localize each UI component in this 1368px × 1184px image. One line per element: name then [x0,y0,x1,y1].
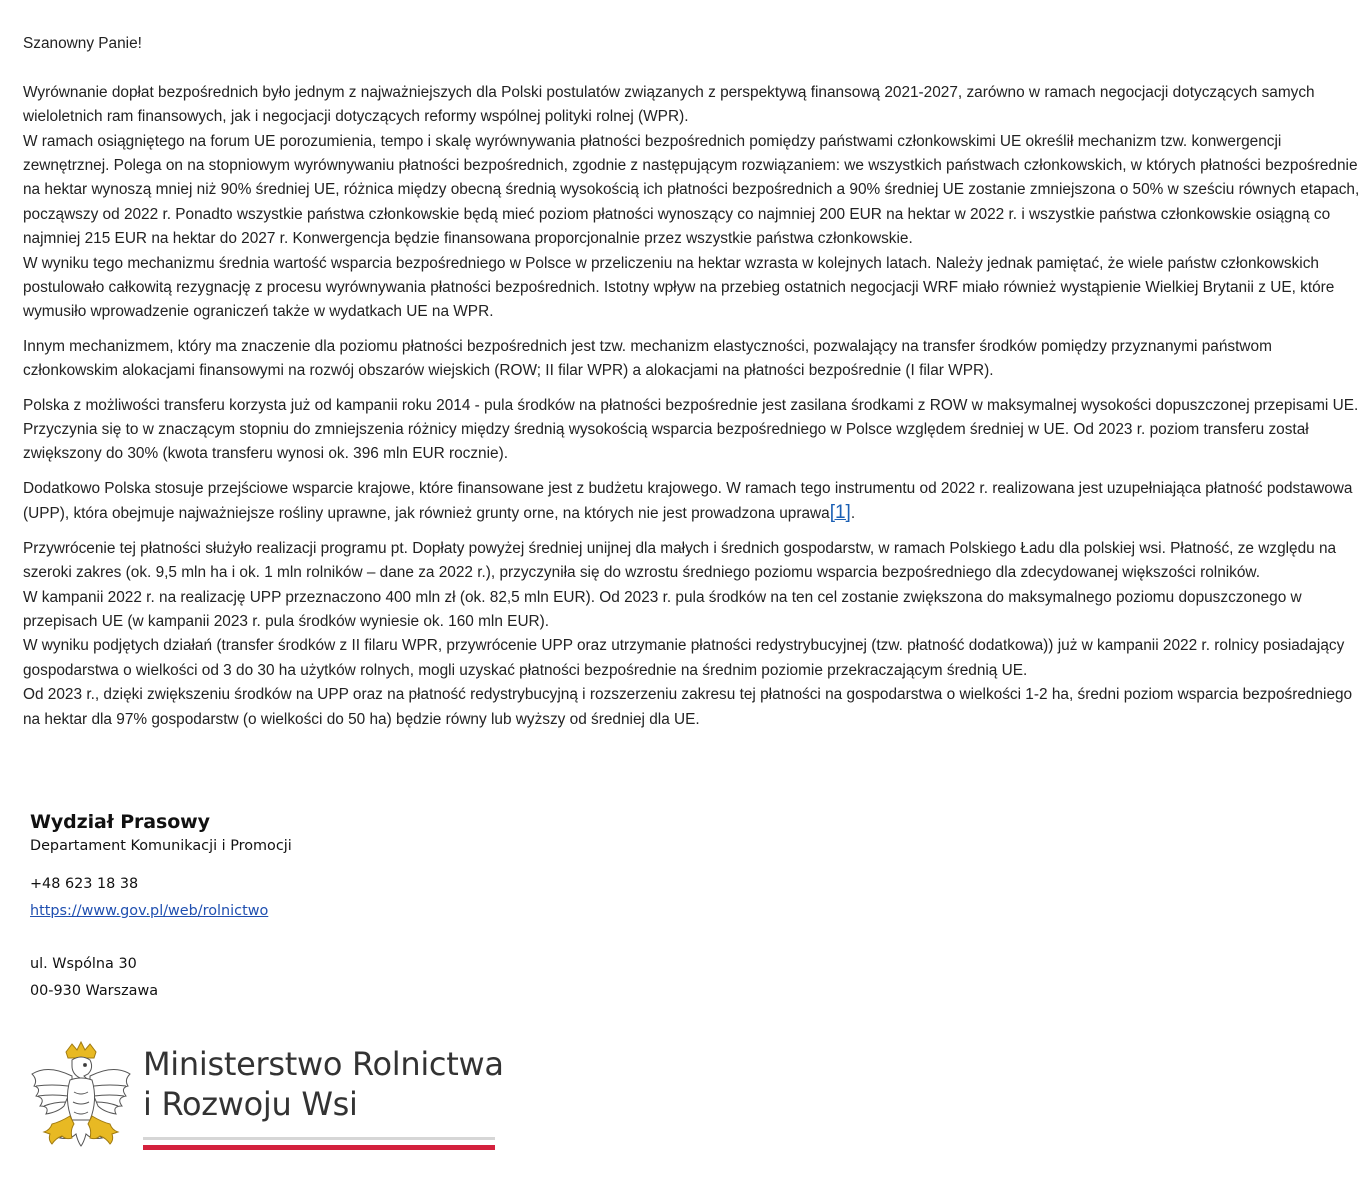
polish-eagle-emblem-icon [32,1042,130,1146]
signature-street: ul. Wspólna 30 [30,956,137,972]
paragraph-10: Od 2023 r., dzięki zwiększeniu środków na UPP oraz na płatność redystrybucyjną i rozszerzeniu zakresu tej płatności na gospodarstwa o wielkości 1-2 ha, średni poziom wsparcia bezpośredniego na hektar dla 97% gospodarstw (o wielkości do 50 ha) będzie równy lub wyższy od średniej dla UE. [23,686,1353,728]
letter-body [23,32,1363,732]
logo-line-2: i Rozwoju Wsi [143,1085,358,1123]
footnote-trailing: . [850,505,856,523]
footnote-link[interactable]: [1] [829,502,851,524]
paragraph-1: Wyrównanie dopłat bezpośrednich było jednym z najważniejszych dla Polski postulatów związanych z perspektywą finansową 2021-2027, zarówno w ramach negocjacji dotyczących samych wieloletnich ram finansowych, jak i negocjacji dotyczących reformy wspólnej polityki rolnej (WPR). [23,83,1315,126]
paragraph-9: W wyniku podjętych działań (transfer środków z II filaru WPR, przywrócenie UPP oraz utrzymanie płatności redystrybucyjnej (tzw. płatność dodatkowa)) już w kampanii 2022 r. rolnicy posiadający gospodarstwa o wielkości od 3 do 30 ha użytków rolnych, mogli uzyskać płatności bezpośrednie na średnim poziomie przekraczającym średnią UE. [23,637,1345,679]
paragraph-7: Przywrócenie tej płatności służyło realizacji programu pt. Dopłaty powyżej średniej unijnej dla małych i średnich gospodarstw, w ramach Polskiego Ładu dla polskiej wsi. Płatność, ze względu na szeroki zakres (ok. 9,5 mln ha i ok. 1 mln rolników – dane za 2022 r.), przyczyniła się do wzrostu średniego poziomu wsparcia bezpośredniego dla zdecydowanej większości rolników. [23,539,1337,582]
logo-line-1: Ministerstwo Rolnictwa [143,1045,504,1083]
paragraph-4: Innym mechanizmem, który ma znaczenie dla poziomu płatności bezpośrednich jest tzw. mechanizm elastyczności, pozwalający na transfer środków pomiędzy przyznanymi państwom członkowskim alokacjami finansowymi na rozwój obszarów wiejskich (ROW; II filar WPR) a alokacjami na płatności bezpośrednie (I filar WPR). [23,337,1272,380]
salutation: Szanowny Panie! [23,35,142,52]
paragraph-2: W ramach osiągniętego na forum UE porozumienia, tempo i skalę wyrównywania płatności bezpośrednich pomiędzy państwami członkowskimi UE określił mechanizm tzw. konwergencji zewnętrznej. Polega on na stopniowym wyrównywaniu płatności bezpośrednich, zgodnie z następującym rozwiązaniem: we wszystkich państwach członkowskich, w których płatności bezpośrednie na hektar wynoszą mniej niż 90% średniej UE, różnica między obecną średnią wysokością ich płatności bezpośrednich a 90% średniej UE zostanie zmniejszona o 50% w sześciu równych etapach, począwszy od 2022 r. Ponadto wszystkie państwa członkowskie będą mieć poziom płatności wynoszący co najmniej 200 EUR na hektar w 2022 r. i wszystkie państwa członkowskie osiągną co najmniej 215 EUR na hektar do 2027 r. Konwergencja będzie finansowana proporcjonalnie przez wszystkie państwa członkowskie. [23,132,1360,248]
logo-gray-bar [143,1137,495,1140]
signature-website-link[interactable]: https://www.gov.pl/web/rolnictwo [30,903,269,919]
paragraph-8: W kampanii 2022 r. na realizację UPP przeznaczono 400 mln zł (ok. 82,5 mln EUR). Od 2023 r. pula środków na ten cel zostanie zwiększona do maksymalnego poziomu dopuszczonego w przepisach UE (w kampanii 2023 r. pula środków wyniesie ok. 160 mln EUR). [23,588,1302,630]
signature-title: Wydział Prasowy [30,811,210,833]
ministry-logo-text [143,1044,504,1124]
paragraph-6-text: Dodatkowo Polska stosuje przejściowe wsparcie krajowe, które finansowane jest z budżetu krajowego. W ramach tego instrumentu od 2022 r. realizowana jest uzupełniająca płatność podstawowa (UPP), która obejmuje najważniejsze rośliny uprawne, jak również grunty orne, na których nie jest prowadzona uprawa [23,479,1353,523]
signature-phone: +48 623 18 38 [30,876,139,892]
paragraph-6 [23,477,1363,527]
signature-city: 00-930 Warszawa [30,983,159,999]
logo-red-bar [143,1145,495,1150]
paragraph-3: W wyniku tego mechanizmu średnia wartość wsparcia bezpośredniego w Polsce w przeliczeniu na hektar wzrasta w kolejnych latach. Należy jednak pamiętać, że wiele państw członkowskich postulowało całkowitą rezygnację z procesu wyrównywania płatności bezpośrednich. Istotny wpływ na przebieg ostatnich negocjacji WRF miało również wystąpienie Wielkiej Brytanii z UE, które wymusiło wprowadzenie ograniczeń także w wydatkach UE na WPR. [23,254,1335,321]
paragraph-5: Polska z możliwości transferu korzysta już od kampanii roku 2014 - pula środków na płatności bezpośrednie jest zasilana środkami z ROW w maksymalnej wysokości dopuszczonej przepisami UE. Przyczynia się to w znaczącym stopniu do zmniejszenia różnicy między średnią wysokością wsparcia bezpośredniego w Polsce względem średniej w UE. Od 2023 r. poziom transferu został zwiększony do 30% (kwota transferu wynosi ok. 396 mln EUR rocznie). [23,396,1359,463]
signature-block [30,808,292,1005]
signature-department: Departament Komunikacji i Promocji [30,838,292,854]
